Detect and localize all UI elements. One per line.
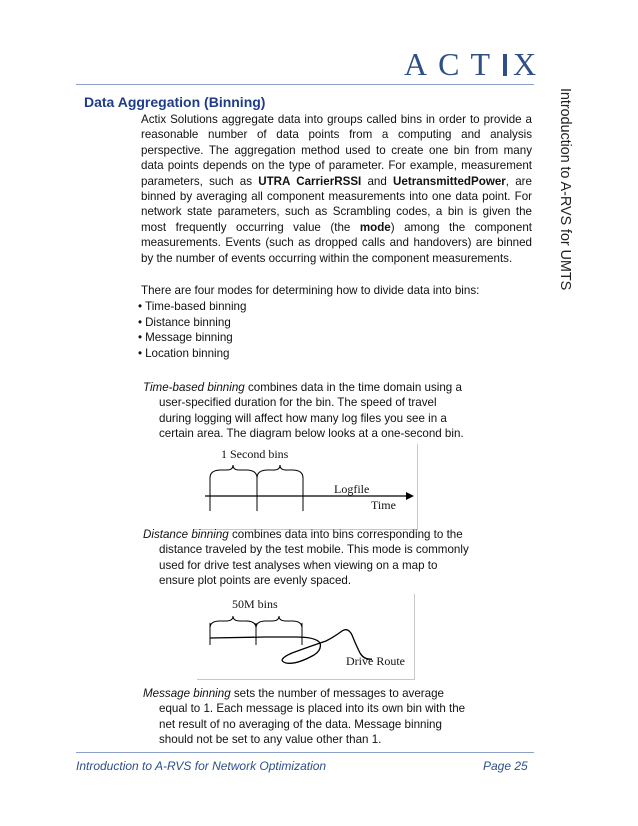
side-title: Introduction to A-RVS for UMTS <box>557 88 573 291</box>
modes-list <box>138 299 246 361</box>
term-distance-binning: Distance binning <box>143 528 229 541</box>
footer-document-title: Introduction to A-RVS for Network Optimization <box>76 759 327 773</box>
bins-label: 1 Second bins <box>221 447 289 461</box>
distance-bins-diagram <box>196 593 414 679</box>
header-rule <box>76 84 534 85</box>
drive-route-label: Drive Route <box>346 654 405 668</box>
list-item: • Location binning <box>138 346 246 362</box>
bins-label: 50M bins <box>232 597 278 611</box>
page-number: Page 25 <box>483 759 528 773</box>
logo-bar-mark <box>503 54 507 76</box>
list-item: • Distance binning <box>138 315 246 331</box>
list-item: • Message binning <box>138 330 246 346</box>
term-utra-carrierrssi: UTRA CarrierRSSI <box>258 174 362 188</box>
intro-paragraph: Actix Solutions aggregate data into groups called bins in order to provide a reasonable number of data points from a computing and analysis perspective. The aggregation method used to create one bin from many data points depends on the type of parameter. For example, measurement parameters, such as UTRA CarrierRSSI and UetransmittedPower, are binned by averaging all component measurements into one data point. For network state parameters, such as Scrambling codes, a bin is given the most frequently occurring value (the mode) among the component measurements. Events (such as dropped calls and handovers) are binned by the number of events occurring within the component measurements. <box>141 113 532 265</box>
term-mode: mode <box>359 220 391 234</box>
time-axis-label: Time <box>371 498 396 512</box>
logfile-label: Logfile <box>334 482 370 496</box>
actix-logo: ACT X <box>404 46 548 82</box>
footer-rule <box>76 752 534 753</box>
term-message-binning: Message binning <box>143 687 231 700</box>
term-uetransmittedpower: UetransmittedPower <box>393 174 506 188</box>
distance-binning-paragraph: Distance binning combines data into bins corresponding to the distance traveled by the test mobile. This mode is commonly used for drive test analyses when viewing on a map to ensure plot points are evenly spaced. <box>143 528 469 588</box>
term-time-binning: Time-based binning <box>143 381 245 394</box>
list-item: • Time-based binning <box>138 299 246 315</box>
time-bins-diagram <box>193 443 417 529</box>
message-binning-paragraph: Message binning sets the number of messages to average equal to 1. Each message is placed into its own bin with the net result of no averaging of the data. Message binning should not be set to any value other than 1. <box>143 687 466 747</box>
time-binning-paragraph: Time-based binning combines data in the time domain using a user-specified duration for the bin. The speed of travel during logging will affect how many log files you see in a certain area. The diagram below looks at a one-second bin. <box>143 381 464 441</box>
modes-intro: There are four modes for determining how to divide data into bins: <box>141 284 480 297</box>
section-title: Data Aggregation (Binning) <box>84 94 266 110</box>
